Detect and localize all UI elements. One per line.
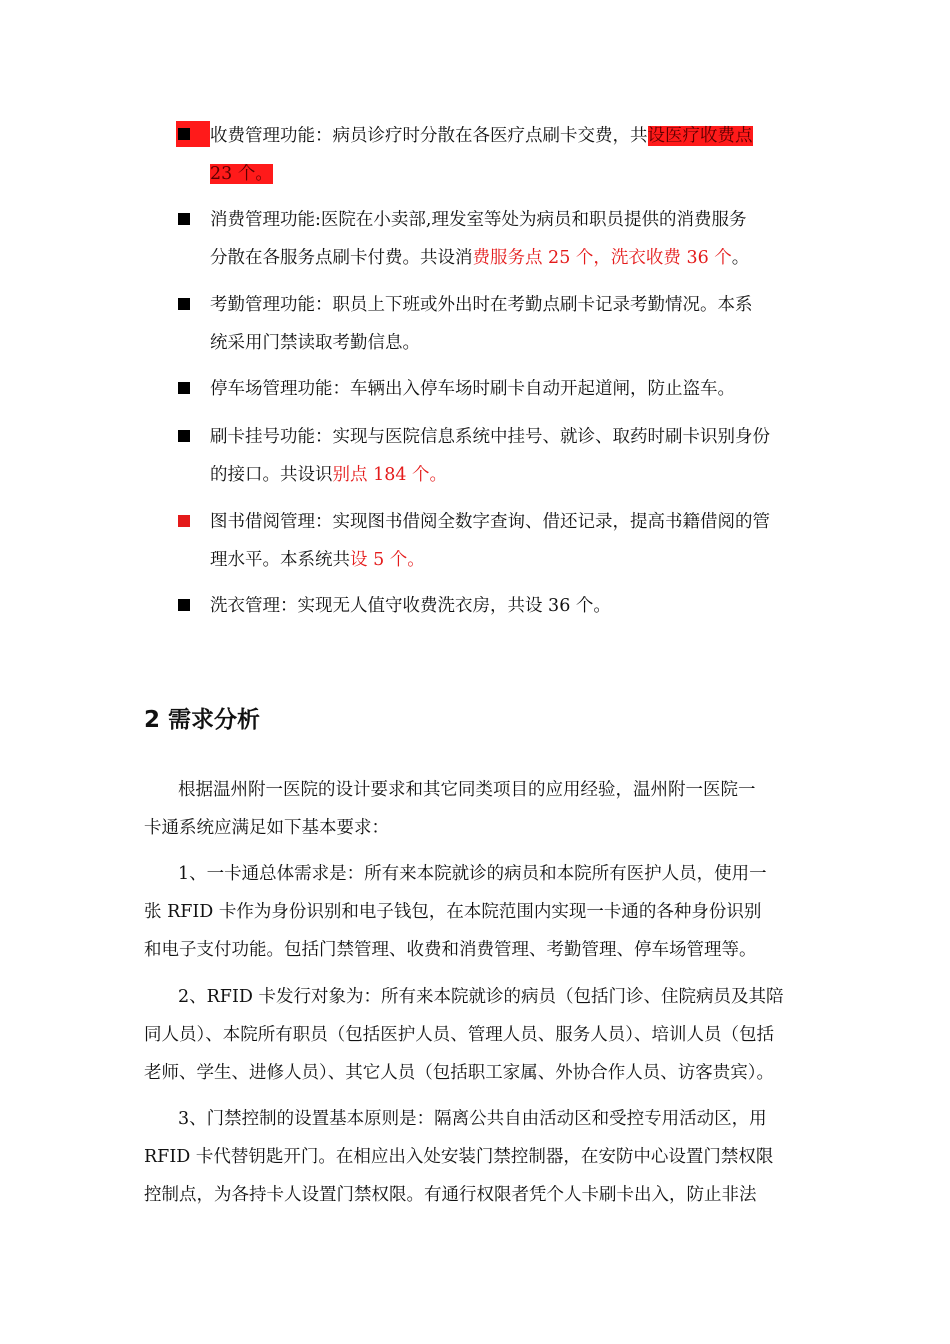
section-heading: 2 需求分析 bbox=[144, 707, 261, 733]
red-text: 费服务点 25 个，洗衣收费 36 个 bbox=[472, 248, 732, 268]
list-item-text: 刷卡挂号功能：实现与医院信息系统中挂号、就诊、取药时刷卡识别身份 bbox=[210, 427, 770, 447]
paragraph-line: 老师、学生、进修人员）、其它人员（包括职工家属、外协合作人员、访客贵宾）。 bbox=[144, 1063, 774, 1083]
list-item-text: 收费管理功能：病员诊疗时分散在各医疗点刷卡交费，共 bbox=[210, 126, 648, 146]
paragraph-line: 同人员）、本院所有职员（包括医护人员、管理人员、服务人员）、培训人员（包括 bbox=[144, 1025, 774, 1045]
list-item-text: 分散在各服务点刷卡付费。共设消 bbox=[210, 248, 473, 268]
list-item-text: 停车场管理功能：车辆出入停车场时刷卡自动开起道闸，防止盗车。 bbox=[210, 379, 735, 399]
highlighted-text: 设医疗收费点 bbox=[647, 126, 753, 146]
list-item-text: 理水平。本系统共 bbox=[210, 550, 350, 570]
list-item-text: 消费管理功能:医院在小卖部,理发室等处为病员和职员提供的消费服务 bbox=[210, 210, 747, 230]
list-item-text: 图书借阅管理：实现图书借阅全数字查询、借还记录，提高书籍借阅的管 bbox=[210, 512, 770, 532]
bullet-square-icon bbox=[178, 430, 190, 442]
list-item-text: 的接口。共设识 bbox=[210, 465, 333, 485]
bullet-highlight bbox=[176, 121, 210, 147]
paragraph-line: 2、RFID 卡发行对象为：所有来本院就诊的病员（包括门诊、住院病员及其陪 bbox=[178, 987, 784, 1007]
paragraph-line: RFID 卡代替钥匙开门。在相应出入处安装门禁控制器，在安防中心设置门禁权限 bbox=[144, 1147, 774, 1167]
paragraph-line: 3、门禁控制的设置基本原则是：隔离公共自由活动区和受控专用活动区，用 bbox=[178, 1109, 767, 1129]
bullet-square-icon bbox=[178, 599, 190, 611]
list-item-line bbox=[210, 456, 447, 494]
list-item-line bbox=[210, 239, 749, 277]
paragraph-line: 卡通系统应满足如下基本要求： bbox=[144, 818, 389, 838]
list-item-line bbox=[210, 117, 753, 155]
paragraph-line: 1、一卡通总体需求是：所有来本院就诊的病员和本院所有医护人员，使用一 bbox=[178, 864, 767, 884]
list-item-text: 洗衣管理：实现无人值守收费洗衣房，共设 36 个。 bbox=[210, 596, 611, 616]
paragraph-line: 控制点，为各持卡人设置门禁权限。有通行权限者凭个人卡刷卡出入，防止非法 bbox=[144, 1185, 757, 1205]
list-item-text: 统采用门禁读取考勤信息。 bbox=[210, 333, 420, 353]
highlighted-text: 23 个。 bbox=[210, 164, 273, 184]
bullet-square-icon bbox=[178, 213, 190, 225]
list-item-text: 考勤管理功能：职员上下班或外出时在考勤点刷卡记录考勤情况。本系 bbox=[210, 295, 753, 315]
bullet-square-icon bbox=[178, 128, 190, 140]
red-text: 别点 184 个。 bbox=[332, 465, 448, 485]
list-item-line bbox=[210, 541, 425, 579]
list-item-text: 。 bbox=[731, 248, 750, 268]
bullet-square-icon bbox=[178, 298, 190, 310]
paragraph-line: 张 RFID 卡作为身份识别和电子钱包，在本院范围内实现一卡通的各种身份识别 bbox=[144, 902, 762, 922]
bullet-square-icon bbox=[178, 382, 190, 394]
red-text: 设 5 个。 bbox=[350, 550, 425, 570]
bullet-square-icon bbox=[178, 515, 190, 527]
paragraph-line: 和电子支付功能。包括门禁管理、收费和消费管理、考勤管理、停车场管理等。 bbox=[144, 940, 757, 960]
list-item-line bbox=[210, 155, 273, 193]
paragraph-line: 根据温州附一医院的设计要求和其它同类项目的应用经验，温州附一医院一 bbox=[178, 780, 756, 800]
